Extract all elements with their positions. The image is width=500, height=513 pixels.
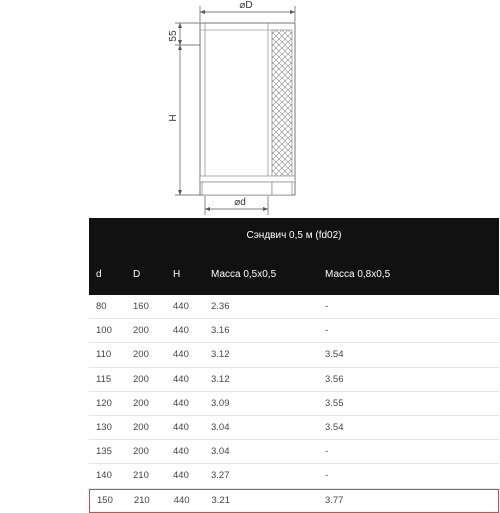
cell-H: 440: [173, 446, 189, 458]
cell-mass-05: 3.04: [211, 422, 230, 434]
cell-d: 120: [96, 397, 112, 409]
cell-H: 440: [173, 373, 189, 385]
inner-diameter-label: ⌀d: [234, 197, 246, 208]
cell-D: 210: [133, 470, 149, 482]
cell-mass-05: 3.27: [211, 470, 230, 482]
table-row: [89, 392, 499, 416]
cell-mass-08: -: [325, 325, 329, 337]
cell-mass-08: -: [325, 301, 329, 313]
cell-D: 200: [133, 349, 149, 361]
header-d: d: [96, 268, 102, 280]
cell-mass-08: -: [325, 446, 329, 458]
header-mass-08: Масса 0,8х0,5: [325, 268, 391, 280]
cell-d: 100: [96, 325, 112, 337]
table-header-row: [89, 253, 499, 295]
cell-H: 440: [173, 397, 189, 409]
cell-H: 440: [173, 325, 189, 337]
cell-d: 140: [96, 470, 112, 482]
table-row: [89, 343, 499, 367]
cell-D: 200: [133, 446, 149, 458]
table-caption-text: Сэндвич 0,5 м (fd02): [246, 230, 342, 241]
cell-D: 200: [133, 422, 149, 434]
height-label: H: [168, 114, 179, 122]
cell-d: 150: [97, 495, 113, 507]
cell-H: 440: [173, 349, 189, 361]
cell-mass-05: 3.04: [211, 446, 230, 458]
socket-length-label: 55: [168, 30, 179, 42]
outer-diameter-label: ⌀D: [239, 0, 253, 11]
cell-d: 130: [96, 422, 112, 434]
table-row-highlighted: [89, 489, 499, 513]
cell-mass-08: 3.54: [325, 422, 344, 434]
table-row: [89, 416, 499, 440]
cell-d: 80: [96, 301, 107, 313]
cell-mass-05: 3.12: [211, 349, 230, 361]
cell-D: 200: [133, 373, 149, 385]
header-D: D: [133, 268, 141, 280]
table-row: [89, 295, 499, 319]
cell-D: 200: [133, 397, 149, 409]
header-H: H: [173, 268, 181, 280]
cell-mass-05: 3.21: [211, 495, 230, 507]
cell-mass-05: 3.16: [211, 325, 230, 337]
pipe-technical-drawing: [0, 0, 500, 218]
cell-mass-05: 3.09: [211, 397, 230, 409]
cell-mass-08: 3.55: [325, 397, 344, 409]
table-caption: [89, 218, 499, 253]
cell-d: 135: [96, 446, 112, 458]
cell-mass-08: -: [325, 470, 329, 482]
table-row: [89, 368, 499, 392]
cell-H: 440: [173, 301, 189, 313]
cell-mass-08: 3.54: [325, 349, 344, 361]
cell-D: 210: [133, 495, 150, 507]
cell-H: 440: [173, 495, 190, 507]
spec-table: [89, 218, 499, 513]
cell-D: 200: [133, 325, 149, 337]
table-body: [89, 295, 499, 513]
header-mass-05: Масса 0,5х0,5: [211, 268, 277, 280]
cell-H: 440: [173, 422, 189, 434]
cell-mass-08: 3.77: [324, 495, 344, 507]
cell-d: 115: [96, 373, 112, 385]
table-row: [89, 464, 499, 488]
table-row: [89, 440, 499, 464]
cell-mass-05: 2.36: [211, 301, 230, 313]
cell-mass-05: 3.12: [211, 373, 230, 385]
cell-d: 110: [96, 349, 112, 361]
cell-D: 160: [133, 301, 149, 313]
cell-mass-08: 3.56: [325, 373, 344, 385]
table-row: [89, 319, 499, 343]
cell-H: 440: [173, 470, 189, 482]
